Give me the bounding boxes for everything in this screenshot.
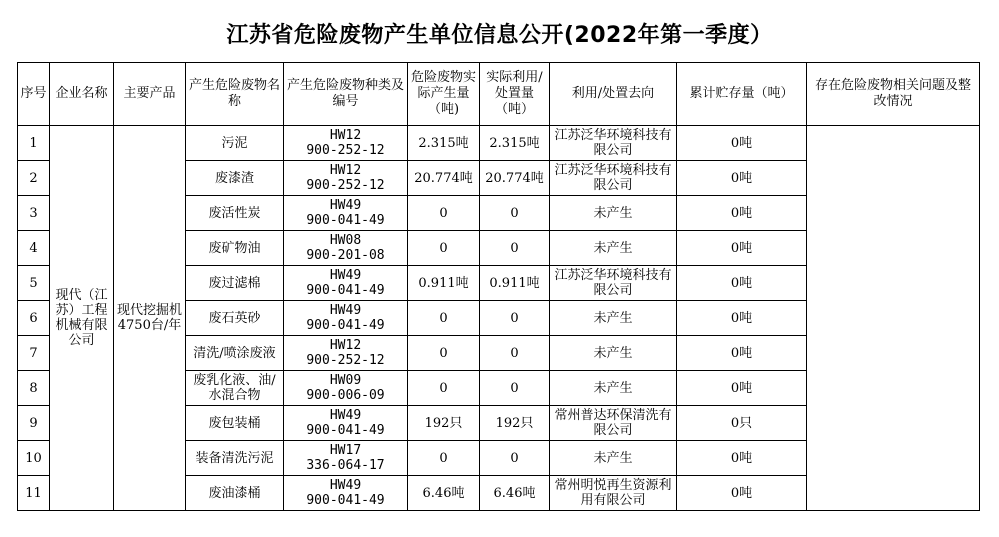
row-number: 11 [18,476,50,511]
waste-code [284,476,408,511]
waste-code [284,161,408,196]
stored-amount: 0吨 [677,231,807,266]
waste-name: 废石英砂 [186,301,284,336]
produced-amount: 0 [408,336,480,371]
stored-amount: 0吨 [677,126,807,161]
waste-category: HW09 [329,373,362,388]
row-number: 9 [18,406,50,441]
disposal-destination: 未产生 [550,231,677,266]
disposal-destination: 未产生 [550,301,677,336]
stored-amount: 0只 [677,406,807,441]
waste-code [284,126,408,161]
waste-code-number: 900-201-08 [306,248,385,263]
waste-code [284,231,408,266]
waste-name: 废漆渣 [186,161,284,196]
header-cell-waste-name: 产生危险废物名称 [186,63,284,126]
disposed-amount: 0 [480,231,550,266]
produced-amount: 0 [408,231,480,266]
produced-amount: 0 [408,371,480,406]
table-row [18,126,980,161]
waste-name: 废活性炭 [186,196,284,231]
waste-category: HW17 [329,443,362,458]
header-cell-destination: 利用/处置去向 [550,63,677,126]
produced-amount: 0.911吨 [408,266,480,301]
disposal-destination: 江苏泛华环境科技有限公司 [550,161,677,196]
stored-amount: 0吨 [677,301,807,336]
issues-status [807,126,980,511]
disposed-amount: 20.774吨 [480,161,550,196]
row-number: 1 [18,126,50,161]
waste-name: 废包装桶 [186,406,284,441]
disposed-amount: 0 [480,441,550,476]
header-cell-stored: 累计贮存量（吨） [677,63,807,126]
waste-category: HW49 [329,303,362,318]
waste-code [284,336,408,371]
waste-code [284,441,408,476]
disposal-destination: 未产生 [550,336,677,371]
disposed-amount: 2.315吨 [480,126,550,161]
waste-name: 废乳化液、油/水混合物 [186,371,284,406]
waste-code-number: 900-041-49 [306,318,385,333]
row-number: 10 [18,441,50,476]
waste-category: HW08 [329,233,362,248]
stored-amount: 0吨 [677,476,807,511]
header-cell-product: 主要产品 [114,63,186,126]
waste-name: 废过滤棉 [186,266,284,301]
waste-code-number: 900-252-12 [306,178,385,193]
stored-amount: 0吨 [677,441,807,476]
stored-amount: 0吨 [677,371,807,406]
row-number: 2 [18,161,50,196]
waste-code-number: 900-006-09 [306,388,385,403]
waste-code [284,371,408,406]
disposed-amount: 192只 [480,406,550,441]
disposed-amount: 0.911吨 [480,266,550,301]
header-cell-produced: 危险废物实际产生量（吨) [408,63,480,126]
produced-amount: 192只 [408,406,480,441]
disposed-amount: 0 [480,301,550,336]
disposed-amount: 6.46吨 [480,476,550,511]
header-cell-issues: 存在危险废物相关问题及整改情况 [807,63,980,126]
waste-name: 废矿物油 [186,231,284,266]
disposal-destination: 未产生 [550,196,677,231]
produced-amount: 6.46吨 [408,476,480,511]
waste-name: 装备清洗污泥 [186,441,284,476]
row-number: 6 [18,301,50,336]
waste-code [284,406,408,441]
row-number: 5 [18,266,50,301]
produced-amount: 0 [408,301,480,336]
waste-name: 清洗/喷涂废液 [186,336,284,371]
waste-code-number: 900-041-49 [306,283,385,298]
produced-amount: 2.315吨 [408,126,480,161]
disposal-destination: 江苏泛华环境科技有限公司 [550,126,677,161]
header-cell-company: 企业名称 [50,63,114,126]
waste-code-number: 900-041-49 [306,423,385,438]
waste-category: HW12 [329,338,362,353]
disposed-amount: 0 [480,196,550,231]
disposal-destination: 常州普达环保清洗有限公司 [550,406,677,441]
waste-name: 污泥 [186,126,284,161]
produced-amount: 0 [408,196,480,231]
disposal-destination: 江苏泛华环境科技有限公司 [550,266,677,301]
page-title: 江苏省危险废物产生单位信息公开(2022年第一季度） [226,23,773,48]
disposed-amount: 0 [480,371,550,406]
waste-category: HW12 [329,128,362,143]
row-number: 7 [18,336,50,371]
waste-code-number: 900-252-12 [306,353,385,368]
hazardous-waste-table [17,62,980,511]
waste-code-number: 900-252-12 [306,143,385,158]
header-cell-no: 序号 [18,63,50,126]
waste-category: HW49 [329,478,362,493]
main-product: 现代挖掘机4750台/年 [114,126,186,511]
waste-code [284,266,408,301]
produced-amount: 20.774吨 [408,161,480,196]
waste-code-number: 900-041-49 [306,213,385,228]
waste-category: HW12 [329,163,362,178]
header-cell-disposed: 实际利用/处置量（吨） [480,63,550,126]
stored-amount: 0吨 [677,161,807,196]
produced-amount: 0 [408,441,480,476]
waste-name: 废油漆桶 [186,476,284,511]
company-name: 现代（江苏）工程机械有限公司 [50,126,114,511]
disposed-amount: 0 [480,336,550,371]
disposal-destination: 未产生 [550,441,677,476]
disposal-destination: 未产生 [550,371,677,406]
stored-amount: 0吨 [677,266,807,301]
header-row [18,63,980,126]
waste-category: HW49 [329,268,362,283]
waste-category: HW49 [329,408,362,423]
waste-category: HW49 [329,198,362,213]
disposal-destination: 常州明悦再生资源利用有限公司 [550,476,677,511]
stored-amount: 0吨 [677,196,807,231]
waste-code-number: 336-064-17 [306,458,385,473]
row-number: 8 [18,371,50,406]
stored-amount: 0吨 [677,336,807,371]
row-number: 4 [18,231,50,266]
waste-code [284,196,408,231]
waste-code-number: 900-041-49 [306,493,385,508]
header-cell-waste-code: 产生危险废物种类及编号 [284,63,408,126]
waste-code [284,301,408,336]
row-number: 3 [18,196,50,231]
